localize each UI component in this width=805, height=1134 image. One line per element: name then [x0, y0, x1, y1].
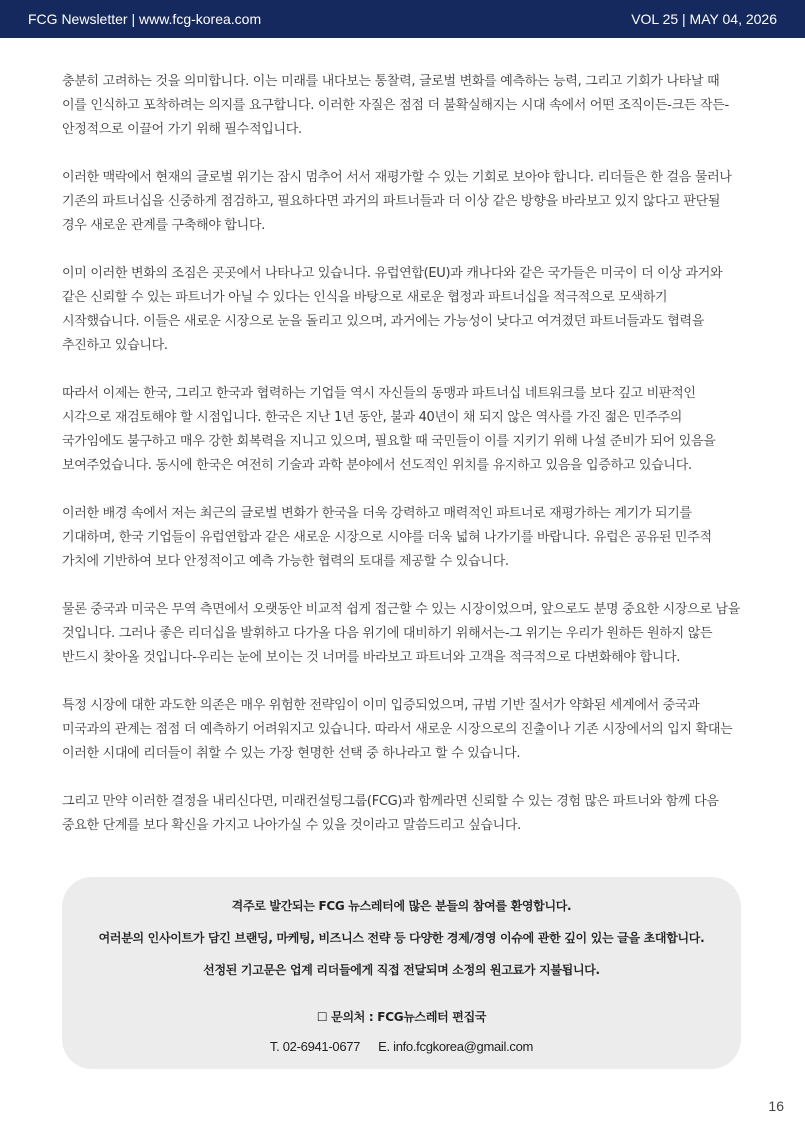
paragraph: 이미 이러한 변화의 조짐은 곳곳에서 나타나고 있습니다. 유럽연합(EU)과 캐나다와 같은 국가들은 미국이 더 이상 과거와 같은 신뢰할 수 있는 파트너가 아닐 수 있다는 인식을 바탕으로 새로운 협정과 파트너십을 적극적으로 모색하기 시작했습니다. 이들은 새로운 시장으로 눈을 돌리고 있으며, 과거에는 가능성이 낮다고 여겨졌던 파트너들과도 협력을 추진하고 있습니다. — [62, 266, 723, 353]
article-body — [62, 70, 746, 862]
page-header — [0, 0, 805, 38]
contribution-callout-box — [62, 877, 741, 1069]
paragraph: 특정 시장에 대한 과도한 의존은 매우 위험한 전략임이 이미 입증되었으며, 규범 기반 질서가 약화된 세계에서 중국과 미국과의 관계는 점점 더 예측하기 어려워지고 있습니다. 따라서 새로운 시장으로의 진출이나 기존 시장에서의 입지 확대는 이러한 시대에 리더들이 취할 수 있는 가장 현명한 선택 중 하나라고 할 수 있습니다. — [62, 698, 733, 761]
paragraph: 따라서 이제는 한국, 그리고 한국과 협력하는 기업들 역시 자신들의 동맹과 파트너십 네트워크를 보다 깊고 비판적인 시각으로 재검토해야 할 시점입니다. 한국은 지난 1년 동안, 불과 40년이 채 되지 않은 역사를 가진 젊은 민주주의 국가임에도 불구하고 매우 강한 회복력을 지니고 있으며, 필요할 때 국민들이 이를 지키기 위해 나설 준비가 되어 있음을 보여주었습니다. 동시에 한국은 여전히 기술과 과학 분야에서 선도적인 위치를 유지하고 있음을 입증하고 있습니다. — [62, 386, 716, 473]
paragraph: 물론 중국과 미국은 무역 측면에서 오랫동안 비교적 쉽게 접근할 수 있는 시장이었으며, 앞으로도 분명 중요한 시장으로 남을 것입니다. 그러나 좋은 리더십을 발휘하고 다가올 다음 위기에 대비하기 위해서는-그 위기는 우리가 원하든 원하지 않든 반드시 찾아올 것입니다-우리는 눈에 보이는 것 너머를 바라보고 파트너와 고객을 적극적으로 다변화해야 합니다. — [62, 602, 741, 665]
callout-line-welcome: 격주로 발간되는 FCG 뉴스레터에 많은 분들의 참여를 환영합니다. — [231, 899, 572, 913]
callout-line-invite: 여러분의 인사이트가 담긴 브랜딩, 마케팅, 비즈니스 전략 등 다양한 경제/경영 이슈에 관한 깊이 있는 글을 초대합니다. — [98, 931, 705, 945]
page-number: 16 — [768, 1098, 784, 1114]
newsletter-site-label: FCG Newsletter | www.fcg-korea.com — [28, 11, 262, 27]
paragraph: 충분히 고려하는 것을 의미합니다. 이는 미래를 내다보는 통찰력, 글로벌 변화를 예측하는 능력, 그리고 기회가 나타날 때 이를 인식하고 포착하려는 의지를 요구합니다. 이러한 자질은 점점 더 불확실해지는 시대 속에서 어떤 조직이든-크든 작든-안정적으로 이끌어 가기 위해 필수적입니다. — [62, 74, 729, 137]
callout-line-payment: 선정된 기고문은 업계 리더들에게 직접 전달되며 소정의 원고료가 지불됩니다. — [203, 963, 600, 977]
paragraph: 이러한 맥락에서 현재의 글로벌 위기는 잠시 멈추어 서서 재평가할 수 있는 기회로 보아야 합니다. 리더들은 한 걸음 물러나 기존의 파트너십을 신중하게 점검하고, 필요하다면 과거의 파트너들과 더 이상 같은 방향을 바라보고 있지 않다고 판단될 경우 새로운 관계를 구축해야 합니다. — [62, 170, 732, 233]
issue-date-label: VOL 25 | MAY 04, 2026 — [631, 11, 777, 27]
callout-contact-details — [62, 1038, 741, 1056]
paragraph: 이러한 배경 속에서 저는 최근의 글로벌 변화가 한국을 더욱 강력하고 매력적인 파트너로 재평가하는 계기가 되기를 기대하며, 한국 기업들이 유럽연합과 같은 새로운 시장으로 시야를 더욱 넓혀 나가기를 바랍니다. 유럽은 공유된 민주적 가치에 기반하여 보다 안정적이고 예측 가능한 협력의 토대를 제공할 수 있습니다. — [62, 506, 712, 569]
callout-contact-label: ☐ 문의처 : FCG뉴스레터 편집국 — [316, 1010, 487, 1024]
paragraph: 그리고 만약 이러한 결정을 내리신다면, 미래컨설팅그룹(FCG)과 함께라면 신뢰할 수 있는 경험 많은 파트너와 함께 다음 중요한 단계를 보다 확신을 가지고 나아가실 수 있을 것이라고 말씀드리고 싶습니다. — [62, 794, 719, 833]
contact-email[interactable]: E. info.fcgkorea@gmail.com — [378, 1039, 534, 1054]
contact-phone: T. 02-6941-0677 — [269, 1039, 361, 1054]
